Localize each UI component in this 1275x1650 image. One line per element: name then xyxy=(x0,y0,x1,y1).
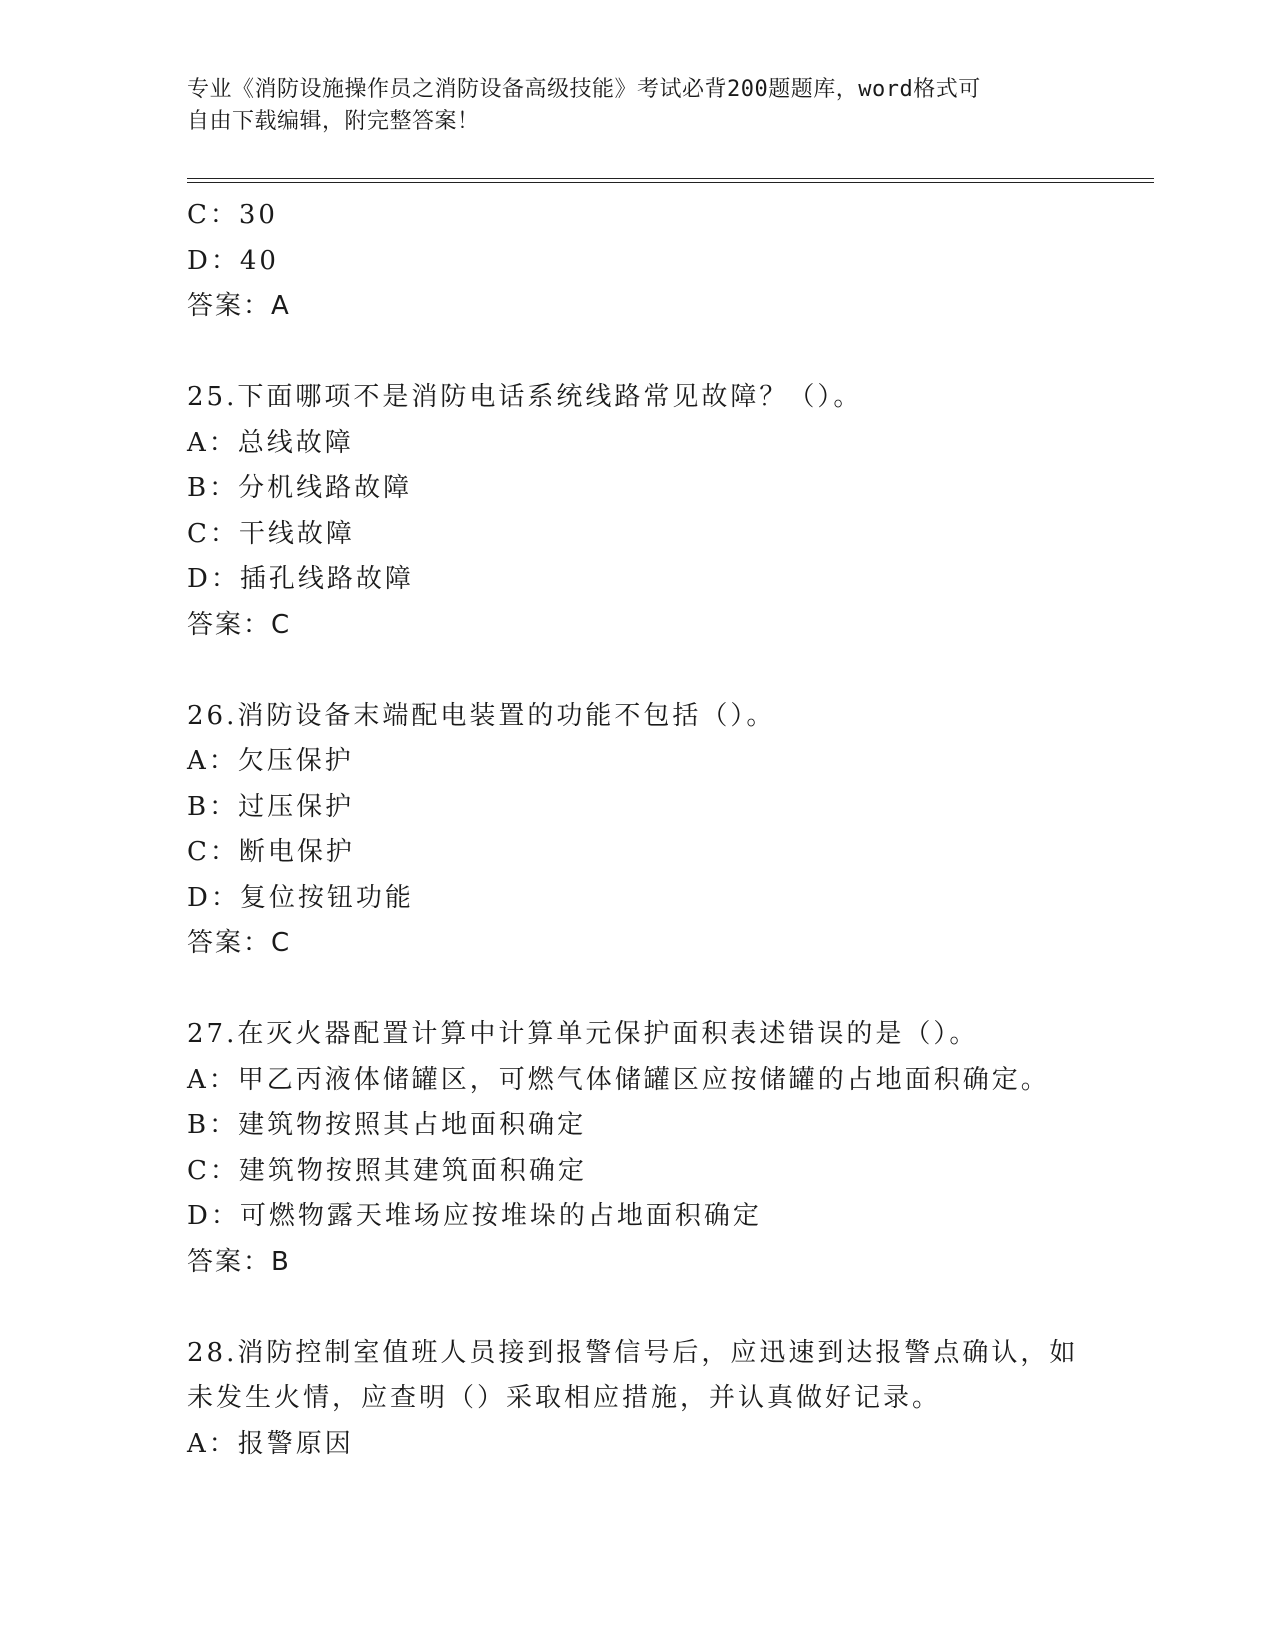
option-a: A：报警原因 xyxy=(187,1428,354,1459)
answer-line: 答案：B xyxy=(187,1246,291,1277)
header-line-2: 自由下载编辑，附完整答案！ xyxy=(187,109,480,134)
question-content xyxy=(187,193,1147,1467)
question-text: 26.消防设备末端配电装置的功能不包括（）。 xyxy=(187,700,776,731)
option-a: A：欠压保护 xyxy=(187,746,354,776)
question-text: 27.在灭火器配置计算中计算单元保护面积表述错误的是（）。 xyxy=(187,1019,979,1049)
option-b: B：建筑物按照其占地面积确定 xyxy=(187,1110,587,1140)
question-text: 25.下面哪项不是消防电话系统线路常见故障？（）。 xyxy=(187,382,863,412)
header-line-1: 专业《消防设施操作员之消防设备高级技能》考试必背200题题库，word格式可 xyxy=(187,77,981,102)
option-a: A：甲乙丙液体储罐区，可燃气体储罐区应按储罐的占地面积确定。 xyxy=(187,1064,1050,1095)
option-c: C：断电保护 xyxy=(187,837,355,867)
option-d: D：插孔线路故障 xyxy=(187,564,414,594)
option-b: B：分机线路故障 xyxy=(187,473,413,503)
question-26 xyxy=(187,694,1147,967)
option-c: C：建筑物按照其建筑面积确定 xyxy=(187,1155,587,1186)
option-c: C：30 xyxy=(187,200,278,230)
spacer xyxy=(187,648,1147,694)
question-text-line-1: 28.消防控制室值班人员接到报警信号后，应迅速到达报警点确认，如 xyxy=(187,1337,1079,1368)
spacer xyxy=(187,1285,1147,1331)
document-header xyxy=(187,74,1087,138)
header-divider xyxy=(187,178,1154,183)
option-a: A：总线故障 xyxy=(187,427,354,458)
option-c: C：干线故障 xyxy=(187,518,355,549)
question-28 xyxy=(187,1331,1147,1468)
question-25 xyxy=(187,375,1147,648)
answer-line: 答案：C xyxy=(187,609,292,640)
prev-question-tail xyxy=(187,193,1147,330)
answer-line: 答案：A xyxy=(187,291,291,321)
question-text-line-2: 未发生火情，应查明（）采取相应措施，并认真做好记录。 xyxy=(187,1383,942,1413)
option-d: D：复位按钮功能 xyxy=(187,882,414,913)
option-d: D：40 xyxy=(187,245,279,276)
option-d: D：可燃物露天堆场应按堆垛的占地面积确定 xyxy=(187,1201,762,1231)
spacer xyxy=(187,967,1147,1013)
question-27 xyxy=(187,1012,1147,1285)
answer-line: 答案：C xyxy=(187,928,292,958)
spacer xyxy=(187,330,1147,376)
option-b: B：过压保护 xyxy=(187,791,355,822)
